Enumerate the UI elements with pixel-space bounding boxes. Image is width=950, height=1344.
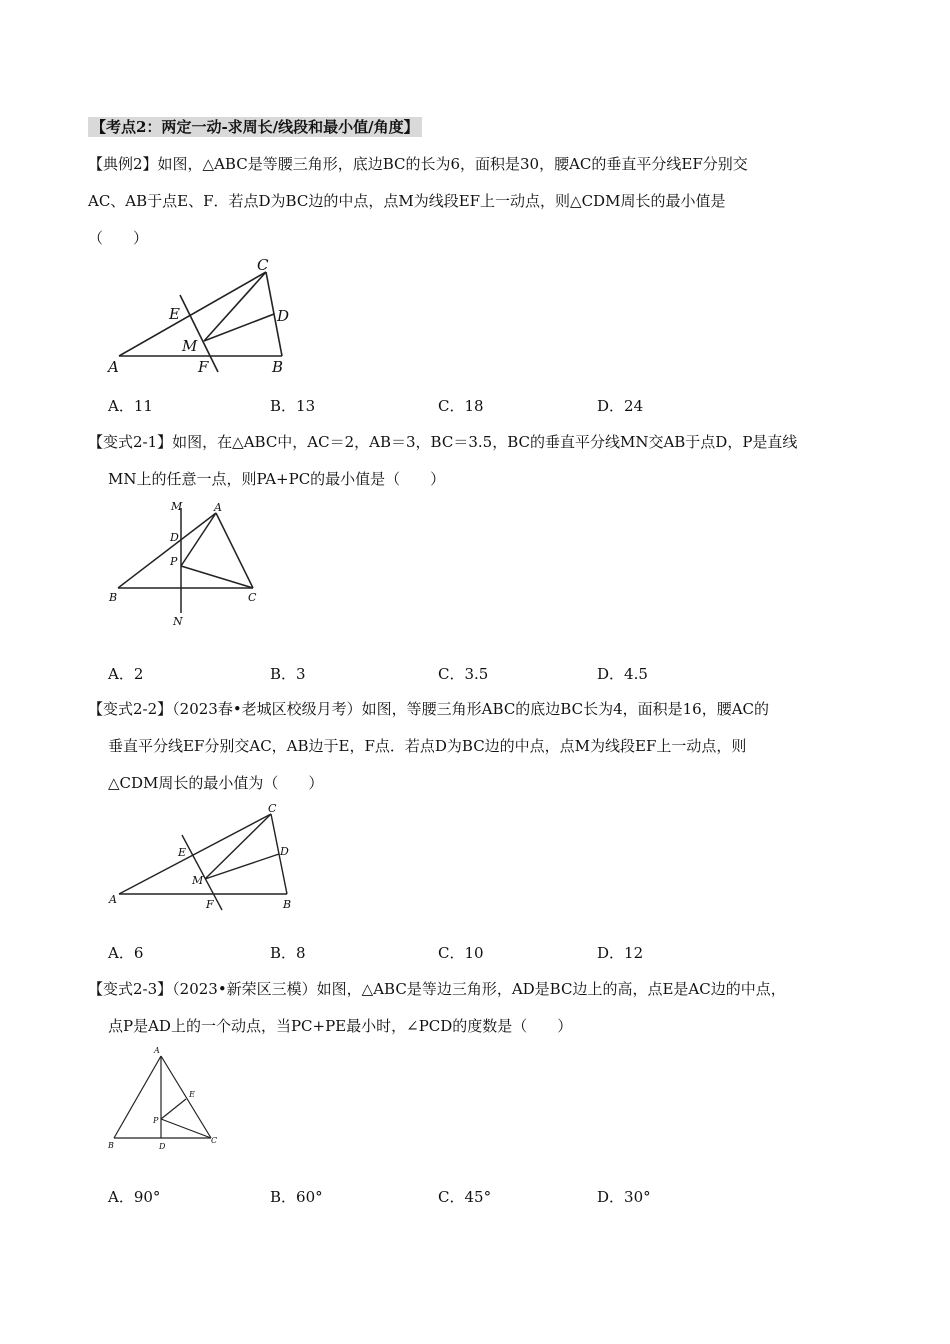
- q3-option-a[interactable]: A．6: [108, 944, 144, 962]
- fig1-label-f: F: [198, 358, 209, 376]
- fig3-label-f: F: [206, 898, 214, 911]
- q1-option-b[interactable]: B．13: [270, 397, 316, 415]
- fig4-label-b: B: [108, 1141, 114, 1150]
- fig2-label-b: B: [109, 591, 118, 604]
- question-1-text: [88, 146, 878, 257]
- question-3-text: [88, 691, 878, 802]
- fig4-label-e: E: [189, 1090, 195, 1099]
- fig1-label-d: D: [277, 307, 290, 325]
- question-4-line-1: 【变式2-3】（2023•新荣区三模）如图，△ABC是等边三角形，AD是BC边上的高，点E是AC边的中点，: [88, 980, 786, 998]
- fig1-label-c: C: [257, 256, 269, 274]
- fig3-label-d: D: [280, 845, 289, 858]
- q2-option-d[interactable]: D．4.5: [597, 665, 648, 683]
- question-1-figure: [100, 252, 300, 382]
- q2-option-a[interactable]: A．2: [108, 665, 144, 683]
- question-1-line-3: （ ）: [88, 229, 149, 247]
- question-3-line-1: 【变式2-2】（2023春•老城区校级月考）如图，等腰三角形ABC的底边BC长为4，面积是16，腰AC的: [88, 700, 770, 718]
- q4-option-a[interactable]: A．90°: [108, 1188, 161, 1206]
- question-1-options: [108, 396, 808, 416]
- fig2-label-n: N: [173, 615, 183, 628]
- q1-option-a[interactable]: A．11: [108, 397, 153, 415]
- fig1-label-b: B: [272, 358, 284, 376]
- section-heading: 【考点2：两定一动-求周长/线段和最小值/角度】: [88, 117, 422, 137]
- fig3-label-c: C: [268, 802, 277, 815]
- fig3-label-b: B: [283, 898, 292, 911]
- question-4-text: [88, 971, 878, 1045]
- q4-option-c[interactable]: C．45°: [438, 1188, 492, 1206]
- fig2-label-a: A: [214, 501, 222, 514]
- question-1-line-2: AC、AB于点E、F．若点D为BC边的中点，点M为线段EF上一动点，则△CDM周长的最小值是: [88, 192, 726, 210]
- question-1-line-1: 【典例2】如图，△ABC是等腰三角形，底边BC的长为6，面积是30，腰AC的垂直平分线EF分别交: [88, 155, 748, 173]
- fig2-label-p: P: [170, 555, 178, 568]
- fig2-label-m: M: [171, 500, 183, 513]
- fig4-label-d: D: [159, 1142, 166, 1151]
- question-2-text: [88, 424, 878, 498]
- question-2-line-2: MN上的任意一点，则PA+PC的最小值是（ ）: [108, 470, 446, 488]
- question-3-options: [108, 943, 808, 963]
- fig4-label-a: A: [154, 1046, 160, 1055]
- q3-option-b[interactable]: B．8: [270, 944, 306, 962]
- q4-option-d[interactable]: D．30°: [597, 1188, 651, 1206]
- question-3-line-2: 垂直平分线EF分别交AC，AB边于E，F点．若点D为BC边的中点，点M为线段EF上一动点，则: [108, 737, 747, 755]
- fig1-label-m: M: [182, 337, 198, 355]
- q4-option-b[interactable]: B．60°: [270, 1188, 323, 1206]
- q3-option-d[interactable]: D．12: [597, 944, 644, 962]
- fig4-label-p: P: [153, 1116, 159, 1125]
- question-3-line-3: △CDM周长的最小值为（ ）: [108, 774, 324, 792]
- question-4-options: [108, 1187, 808, 1207]
- question-2-line-1: 【变式2-1】如图，在△ABC中，AC＝2，AB＝3，BC＝3.5，BC的垂直平分线MN交AB于点D，P是直线: [88, 433, 798, 451]
- q3-option-c[interactable]: C．10: [438, 944, 484, 962]
- q1-option-d[interactable]: D．24: [597, 397, 644, 415]
- question-4-line-2: 点P是AD上的一个动点，当PC+PE最小时，∠PCD的度数是（ ）: [108, 1017, 573, 1035]
- question-4-figure: [104, 1044, 234, 1156]
- q2-option-c[interactable]: C．3.5: [438, 665, 489, 683]
- fig4-label-c: C: [211, 1136, 218, 1145]
- fig3-label-e: E: [178, 846, 187, 859]
- q1-option-c[interactable]: C．18: [438, 397, 484, 415]
- fig3-label-a: A: [109, 893, 117, 906]
- fig1-label-e: E: [169, 305, 180, 323]
- question-2-options: [108, 664, 808, 684]
- fig3-label-m: M: [192, 874, 204, 887]
- fig2-label-d: D: [170, 531, 179, 544]
- fig1-label-a: A: [108, 358, 119, 376]
- question-2-figure: [105, 498, 265, 630]
- fig2-label-c: C: [248, 591, 257, 604]
- question-3-figure: [105, 800, 305, 915]
- q2-option-b[interactable]: B．3: [270, 665, 306, 683]
